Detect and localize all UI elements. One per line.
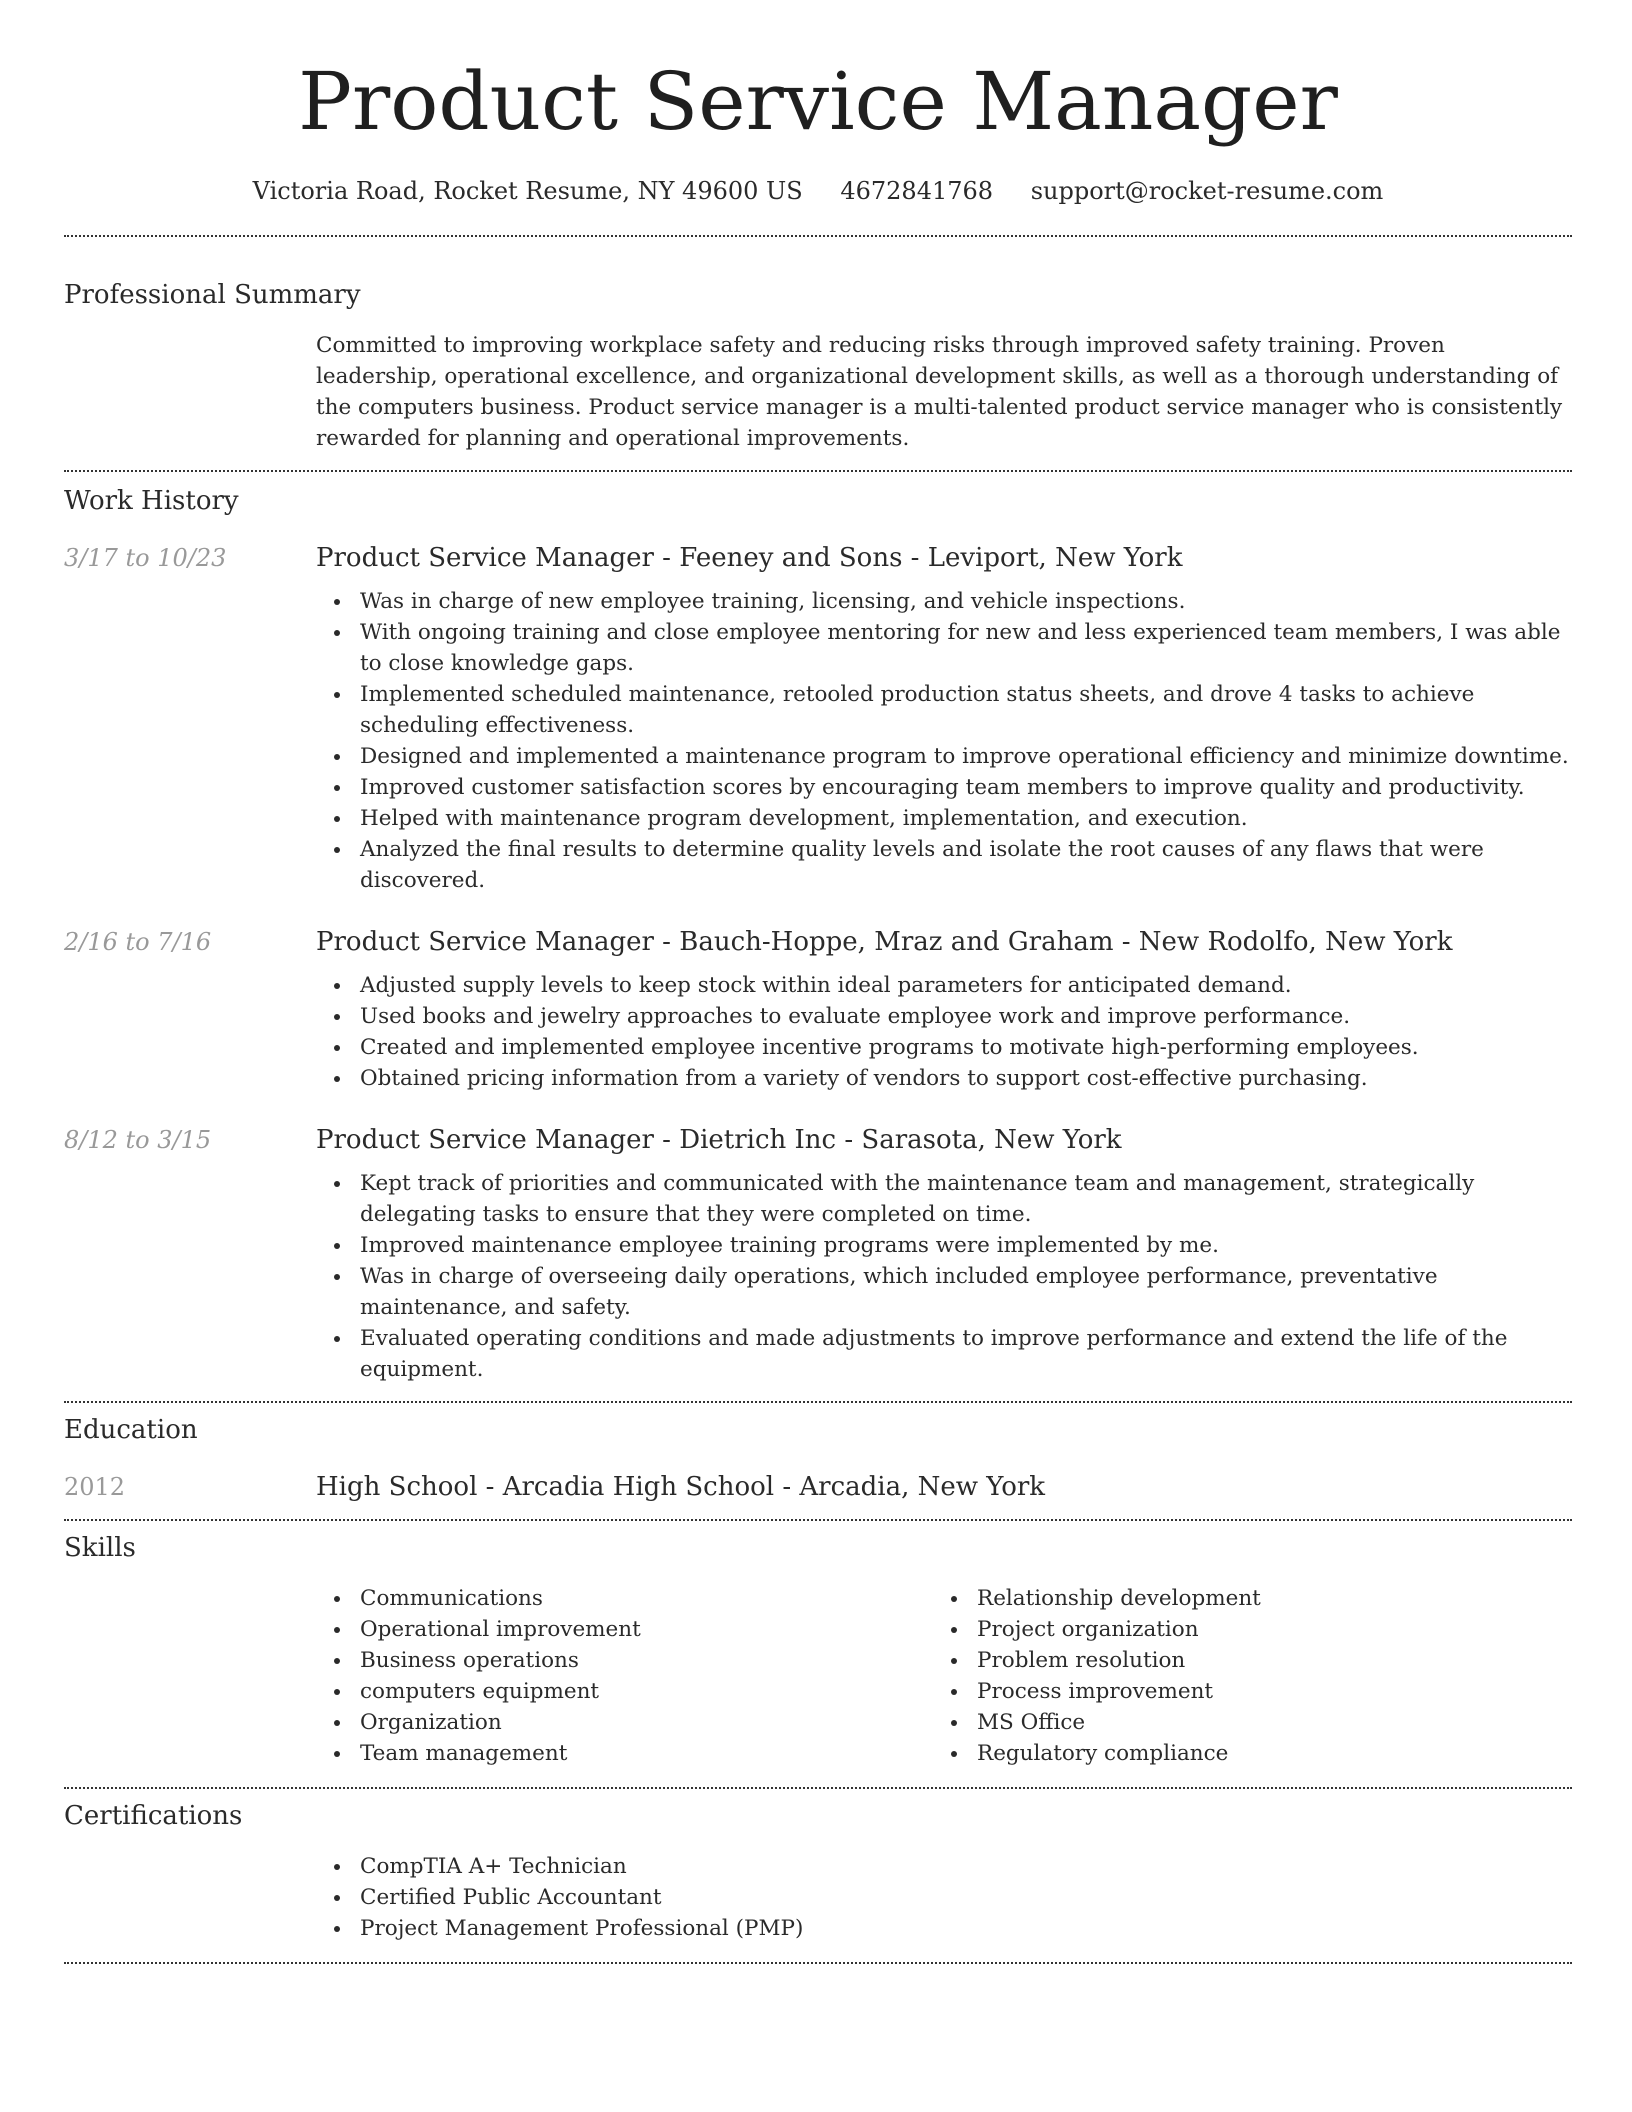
job-heading: Product Service Manager - Feeney and Sons - Leviport, New York	[316, 543, 1183, 573]
candidate-name: Product Service Manager	[298, 55, 1338, 148]
divider	[64, 1401, 1572, 1403]
skill-item: MS Office	[933, 1707, 1550, 1738]
section-title-skills: Skills	[64, 1533, 136, 1563]
list-item: Analyzed the final results to determine quality levels and isolate the root causes of any flaws that were discovered.	[316, 834, 1572, 896]
certification-item: Project Management Professional (PMP)	[316, 1913, 1572, 1944]
job-heading: Product Service Manager - Bauch-Hoppe, Mraz and Graham - New Rodolfo, New York	[316, 927, 1453, 957]
contact-line	[64, 174, 1572, 208]
list-item: Used books and jewelry approaches to evaluate employee work and improve performance.	[316, 1001, 1572, 1032]
skill-item: Relationship development	[933, 1583, 1550, 1614]
job-dates: 2/16 to 7/16	[64, 928, 212, 956]
divider	[64, 1962, 1572, 1964]
contact-address: Victoria Road, Rocket Resume, NY 49600 US	[252, 177, 803, 205]
skill-item: Project organization	[933, 1614, 1550, 1645]
divider	[64, 470, 1572, 472]
skill-item: Organization	[316, 1707, 933, 1738]
section-title-education: Education	[64, 1415, 198, 1445]
skill-item: Business operations	[316, 1645, 933, 1676]
job-bullets	[316, 1168, 1572, 1385]
list-item: Kept track of priorities and communicated with the maintenance team and management, strategically delegating tasks to ensure that they were completed on time.	[316, 1168, 1572, 1230]
list-item: Evaluated operating conditions and made adjustments to improve performance and extend the life of the equipment.	[316, 1323, 1572, 1385]
job-dates: 8/12 to 3/15	[64, 1126, 212, 1154]
list-item: Helped with maintenance program development, implementation, and execution.	[316, 803, 1572, 834]
job-entry	[64, 1124, 1572, 1385]
education-year: 2012	[64, 1473, 126, 1501]
skill-item: Communications	[316, 1583, 933, 1614]
job-bullets	[316, 970, 1572, 1094]
skills-column-left	[316, 1583, 933, 1769]
certifications-list	[316, 1851, 1572, 1944]
list-item: Improved customer satisfaction scores by encouraging team members to improve quality and productivity.	[316, 772, 1572, 803]
skills-list	[316, 1583, 1572, 1769]
section-title-certifications: Certifications	[64, 1801, 243, 1831]
list-item: Was in charge of overseeing daily operations, which included employee performance, preventative maintenance, and safety.	[316, 1261, 1572, 1323]
section-title-summary: Professional Summary	[64, 280, 361, 310]
list-item: Adjusted supply levels to keep stock within ideal parameters for anticipated demand.	[316, 970, 1572, 1001]
skill-item: Problem resolution	[933, 1645, 1550, 1676]
contact-email: support@rocket-resume.com	[1030, 177, 1384, 205]
list-item: Was in charge of new employee training, licensing, and vehicle inspections.	[316, 586, 1572, 617]
skill-item: computers equipment	[316, 1676, 933, 1707]
list-item: Improved maintenance employee training programs were implemented by me.	[316, 1230, 1572, 1261]
job-dates: 3/17 to 10/23	[64, 544, 227, 572]
contact-phone: 4672841768	[840, 177, 994, 205]
list-item: With ongoing training and close employee mentoring for new and less experienced team members, I was able to close knowledge gaps.	[316, 617, 1572, 679]
resume-page	[64, 0, 1572, 1964]
certification-item: Certified Public Accountant	[316, 1882, 1572, 1913]
education-heading: High School - Arcadia High School - Arcadia, New York	[316, 1472, 1046, 1502]
list-item: Created and implemented employee incentive programs to motivate high-performing employees.	[316, 1032, 1572, 1063]
certification-item: CompTIA A+ Technician	[316, 1851, 1572, 1882]
divider	[64, 1519, 1572, 1521]
list-item: Designed and implemented a maintenance program to improve operational efficiency and minimize downtime.	[316, 741, 1572, 772]
list-item: Obtained pricing information from a variety of vendors to support cost-effective purchasing.	[316, 1063, 1572, 1094]
skill-item: Operational improvement	[316, 1614, 933, 1645]
skills-column-right	[933, 1583, 1550, 1769]
skill-item: Team management	[316, 1738, 933, 1769]
job-bullets	[316, 586, 1572, 896]
section-title-work: Work History	[64, 486, 239, 516]
divider	[64, 235, 1572, 237]
job-entry	[64, 926, 1572, 1094]
job-heading: Product Service Manager - Dietrich Inc - Sarasota, New York	[316, 1125, 1122, 1155]
divider	[64, 1787, 1572, 1789]
list-item: Implemented scheduled maintenance, retooled production status sheets, and drove 4 tasks to achieve scheduling effectiveness.	[316, 679, 1572, 741]
skill-item: Regulatory compliance	[933, 1738, 1550, 1769]
job-entry	[64, 542, 1572, 896]
summary-text: Committed to improving workplace safety and reducing risks through improved safety training. Proven leadership, operational excellence, and organizational development skills, as well as a thorough understanding of the computers business. Product service manager is a multi-talented product service manager who is consistently rewarded for planning and operational improvements.	[316, 333, 1563, 451]
skill-item: Process improvement	[933, 1676, 1550, 1707]
